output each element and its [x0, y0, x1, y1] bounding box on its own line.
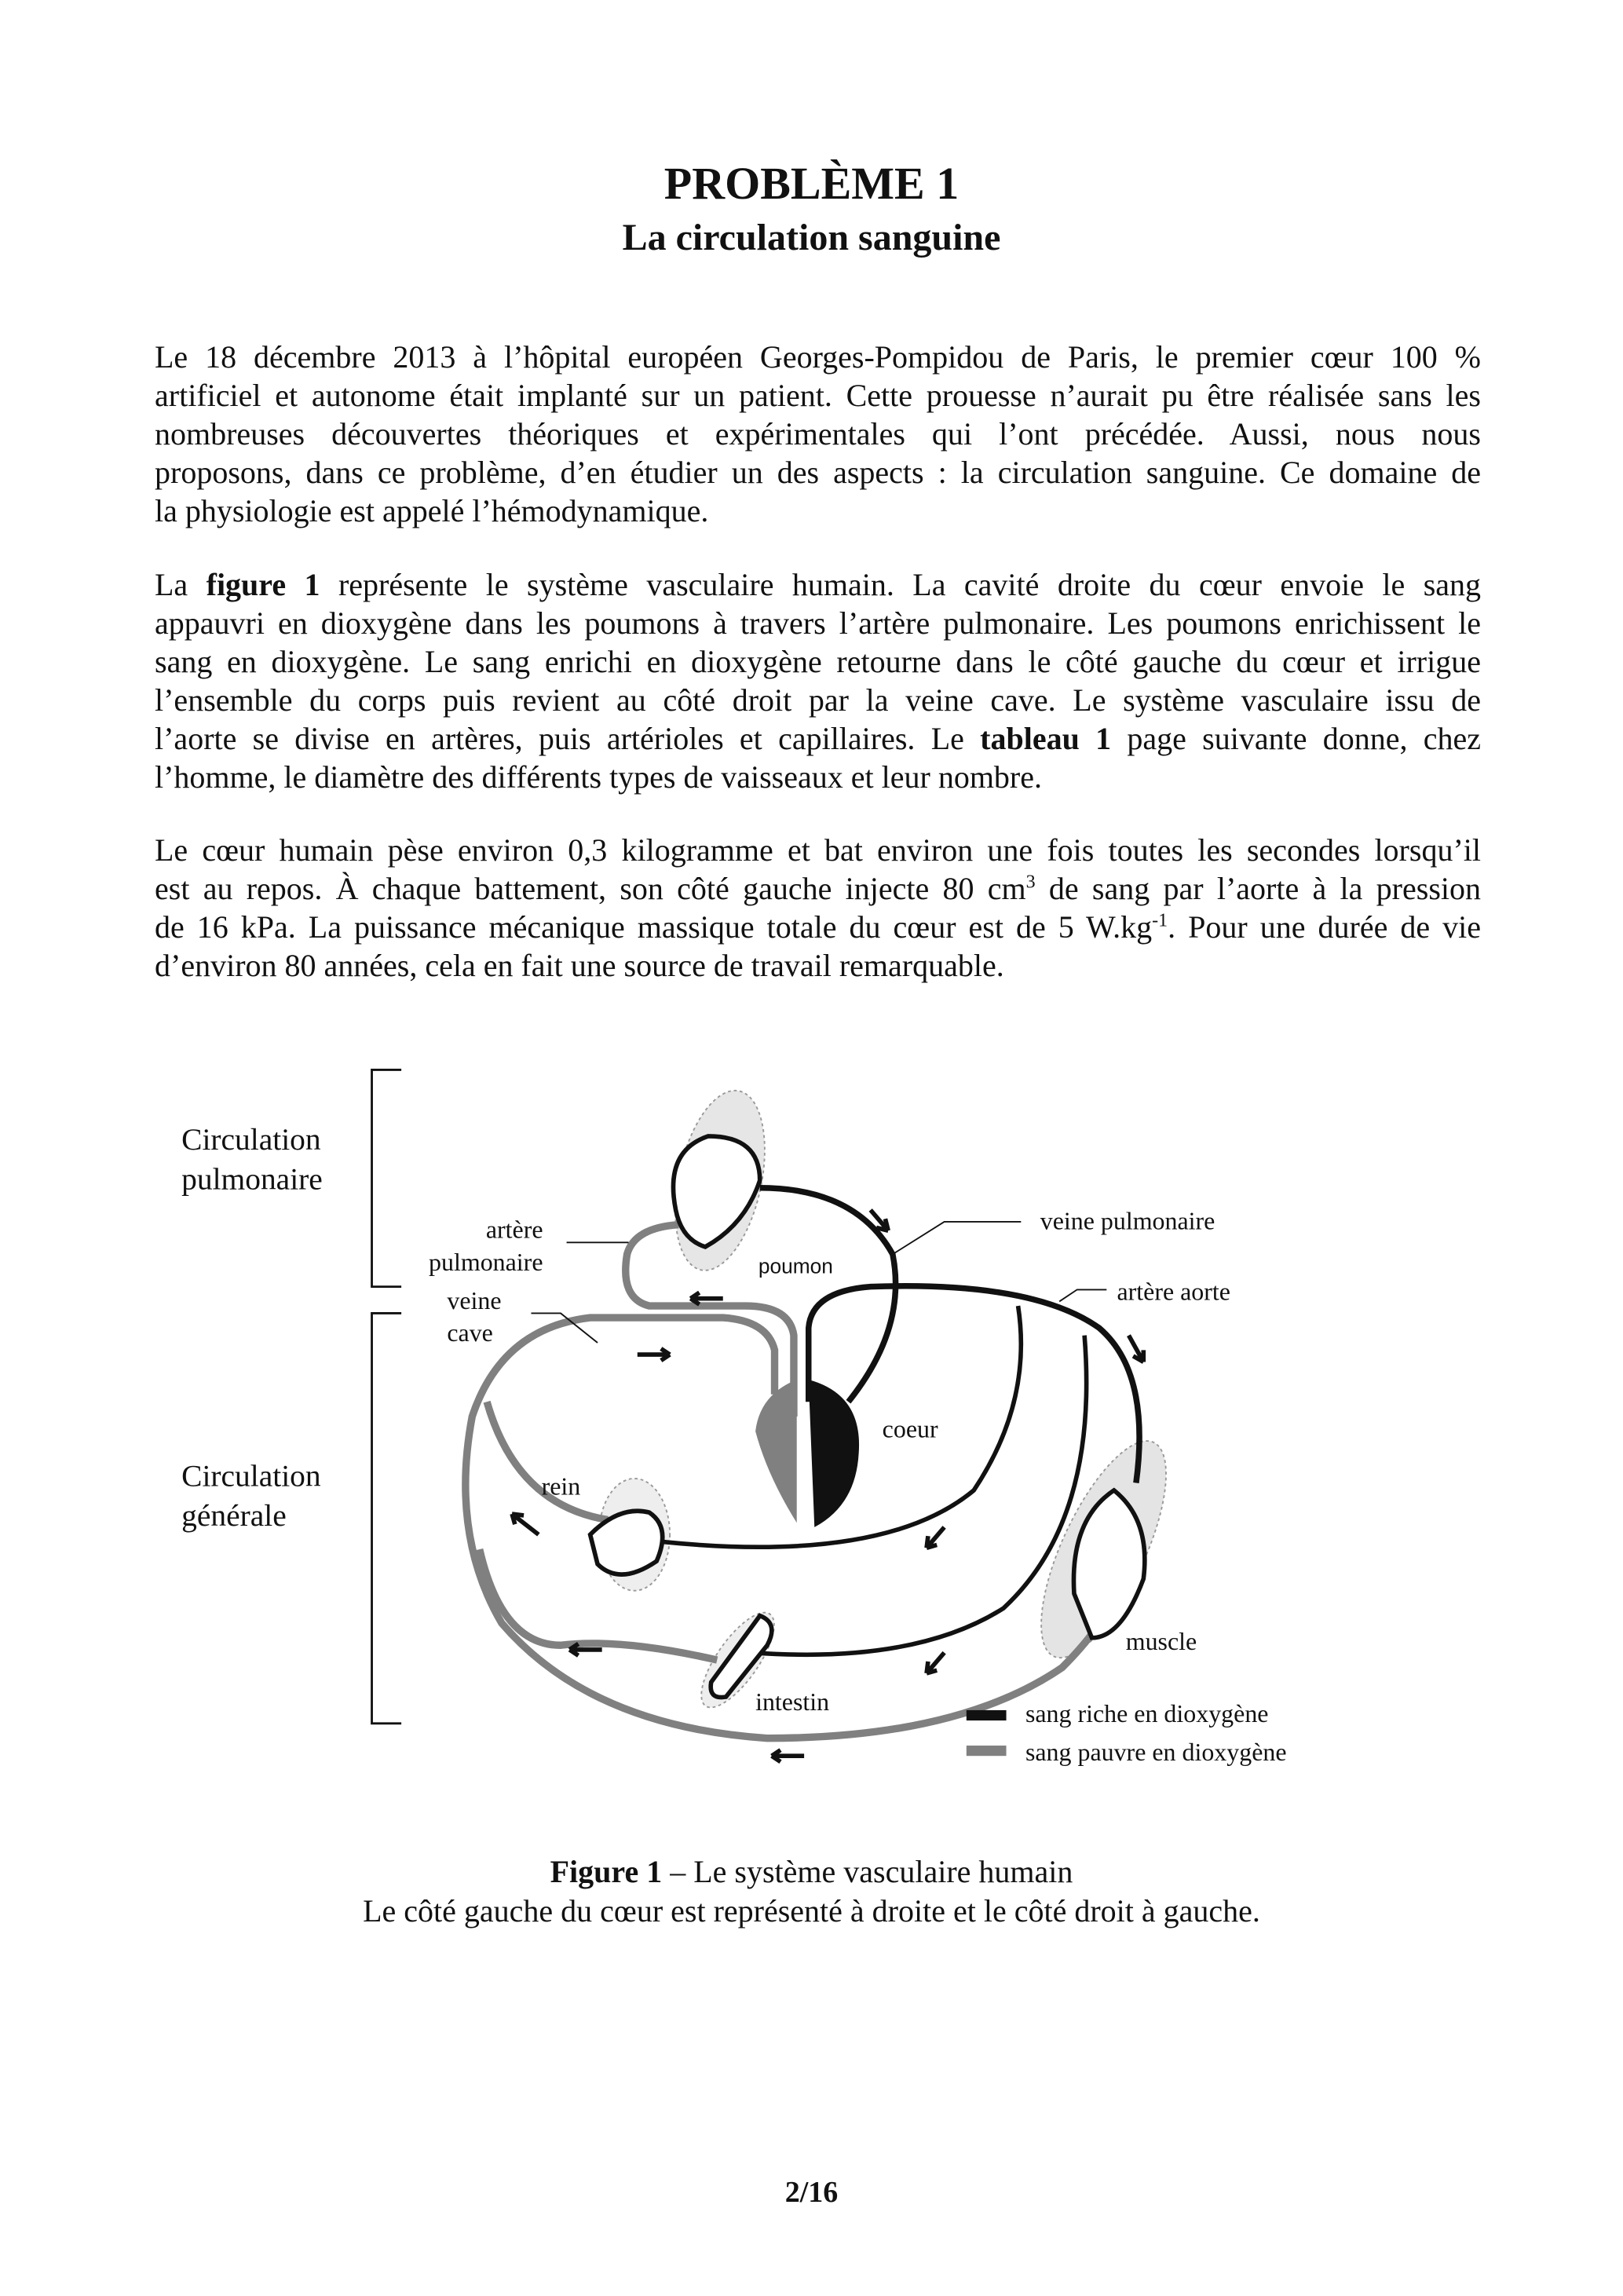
- table-reference: tableau 1: [980, 721, 1112, 756]
- arrow-icon: [772, 1750, 804, 1762]
- text-line: Le cœur humain pèse environ 0,3 kilogramme et bat environ une fois toutes les secondes lorsqu’il: [155, 832, 1481, 868]
- text-line: artificiel et autonome était implanté sur un patient. Cette prouesse n’aurait pu être réalisée sans les: [155, 378, 1481, 413]
- label-rein: rein: [541, 1472, 581, 1501]
- label-veine-cave: cave: [447, 1319, 493, 1347]
- text-line: nombreuses découvertes théoriques et expérimentales qui l’ont précédée. Aussi, nous nous: [155, 416, 1481, 452]
- label-poumon: poumon: [758, 1254, 833, 1278]
- problem-title: PROBLÈME 1: [663, 158, 960, 209]
- caption-text: – Le système vasculaire humain: [662, 1854, 1073, 1889]
- heart-right-side: [755, 1380, 797, 1523]
- text: représente le système vasculaire humain. La cavité droite du cœur envoie le sang: [338, 567, 1482, 602]
- figure-caption-note: Le côté gauche du cœur est représenté à droite et le côté droit à gauche.: [363, 1893, 1260, 1929]
- text: La: [155, 567, 188, 602]
- text-line: d’environ 80 années, cela en fait une source de travail remarquable.: [155, 948, 1004, 983]
- pulmonary-bracket: [372, 1069, 402, 1286]
- legend-label-poor: sang pauvre en dioxygène: [1025, 1738, 1287, 1766]
- text: page suivante donne, chez: [1127, 721, 1482, 756]
- label-veine-cave: veine: [447, 1286, 502, 1314]
- arrow-icon: [927, 1653, 945, 1673]
- label-artere-aorte: artère aorte: [1117, 1278, 1230, 1306]
- text: de 16 kPa. La puissance mécanique massique totale du cœur est de 5 W.kg: [155, 909, 1153, 945]
- text-line: Le 18 décembre 2013 à l’hôpital européen Georges-Pompidou de Paris, le premier cœur 100 %: [155, 339, 1481, 375]
- label-artere-pulmonaire: pulmonaire: [429, 1248, 543, 1276]
- general-bracket: [372, 1313, 402, 1723]
- caption-label: Figure 1: [550, 1854, 663, 1889]
- leader-line: [893, 1222, 1021, 1254]
- legend-label-rich: sang riche en dioxygène: [1025, 1699, 1269, 1727]
- label-muscle: muscle: [1125, 1627, 1197, 1655]
- group-label: pulmonaire: [181, 1161, 323, 1197]
- label-coeur: coeur: [882, 1415, 938, 1443]
- label-artere-pulmonaire: artère: [485, 1216, 543, 1244]
- text-line: sang en dioxygène. Le sang enrichi en dioxygène retourne dans le côté gauche du cœur et irrigue: [155, 644, 1481, 679]
- arrow-icon: [1129, 1336, 1144, 1362]
- text-line: l’homme, le diamètre des différents types de vaisseaux et leur nombre.: [155, 759, 1042, 795]
- text: . Pour une durée de vie: [1168, 909, 1481, 945]
- superscript: 3: [1025, 872, 1036, 893]
- leader-line: [1059, 1289, 1106, 1301]
- group-label: Circulation: [181, 1458, 321, 1493]
- label-veine-pulmonaire: veine pulmonaire: [1040, 1207, 1215, 1235]
- text-line: appauvri en dioxygène dans les poumons à travers l’artère pulmonaire. Les poumons enrichissent le: [155, 605, 1481, 641]
- text: de sang par l’aorte à la pression: [1035, 871, 1482, 906]
- figure-caption: [0, 1853, 1623, 1890]
- label-intestin: intestin: [755, 1687, 830, 1716]
- text-line: l’ensemble du corps puis revient au côté droit par la veine cave. Le système vasculaire issu de: [155, 682, 1481, 718]
- artery-to-intestine: [752, 1336, 1086, 1655]
- figure-reference: figure 1: [206, 567, 320, 602]
- arrow-icon: [927, 1527, 945, 1548]
- superscript: -1: [1152, 910, 1168, 931]
- kidney-return: [487, 1402, 608, 1519]
- group-label: générale: [181, 1498, 287, 1534]
- text: l’aorte se divise en artères, puis artérioles et capillaires. Le: [155, 721, 964, 756]
- text-line: proposons, dans ce problème, d’en étudier un des aspects : la circulation sanguine. Ce domaine de: [155, 455, 1481, 490]
- page-number: 2/16: [784, 2176, 839, 2209]
- legend-swatch-rich: [967, 1710, 1007, 1720]
- group-label: Circulation: [181, 1121, 321, 1157]
- text-line: la physiologie est appelé l’hémodynamique.: [155, 493, 709, 528]
- arrow-icon: [638, 1349, 670, 1361]
- problem-subtitle: La circulation sanguine: [622, 217, 1001, 258]
- arrow-icon: [512, 1514, 539, 1534]
- text: est au repos. À chaque battement, son côté gauche injecte 80 cm: [155, 871, 1026, 906]
- legend-swatch-poor: [967, 1746, 1007, 1756]
